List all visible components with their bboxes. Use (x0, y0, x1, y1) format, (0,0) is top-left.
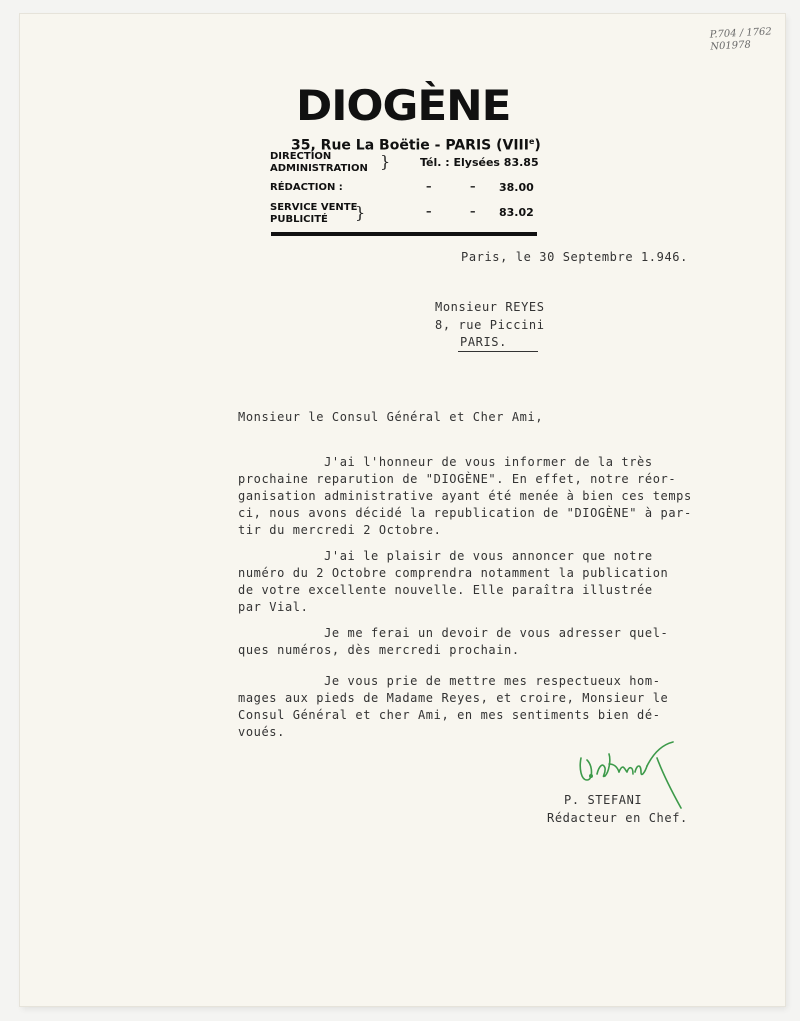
address-close: ) (534, 137, 541, 154)
archive-ref-line: P.704 / 1762 (709, 26, 773, 41)
body-line: voués. (238, 725, 285, 739)
body-line: Consul Général et cher Ami, en mes sentiments bien dé- (238, 708, 661, 722)
letterhead-dept-service (270, 202, 357, 226)
recipient-city: PARIS. (460, 335, 507, 349)
phone-redaction: 38.00 (499, 181, 534, 194)
brace-icon: } (380, 152, 391, 171)
recipient-name: Monsieur REYES (435, 300, 545, 314)
signatory-name: P. STEFANI (564, 793, 643, 807)
dept-label: DIRECTION (270, 151, 332, 162)
body-line: prochaine reparution de "DIOGÈNE". En effet, notre réor- (238, 472, 677, 486)
body-line: ques numéros, dès mercredi prochain. (238, 643, 520, 657)
body-line: ganisation administrative ayant été menée à bien ces temps (238, 489, 692, 503)
body-line: J'ai le plaisir de vous annoncer que notre (238, 549, 653, 563)
letterhead-logo: DIOGÈNE (296, 81, 511, 130)
letterhead-rule (271, 232, 537, 236)
dash: – (470, 205, 476, 218)
body-line: tir du mercredi 2 Octobre. (238, 523, 442, 537)
dept-label: RÉDACTION : (270, 182, 343, 193)
dept-label: PUBLICITÉ (270, 214, 328, 225)
address-superscript: e (528, 137, 535, 146)
dept-label: SERVICE VENTE (270, 202, 358, 213)
dept-label: ADMINISTRATION (270, 163, 368, 174)
body-line: J'ai l'honneur de vous informer de la très (238, 455, 653, 469)
city-underline (458, 351, 538, 352)
body-line: ci, nous avons décidé la republication de "DIOGÈNE" à par- (238, 506, 692, 520)
brace-icon: } (355, 203, 366, 222)
letterhead-dept-direction (270, 151, 368, 175)
dash: – (426, 180, 432, 193)
archive-ref-line: N01978 (710, 39, 752, 53)
recipient-street: 8, rue Piccini (435, 318, 545, 332)
salutation: Monsieur le Consul Général et Cher Ami, (238, 410, 544, 424)
body-line: mages aux pieds de Madame Reyes, et croire, Monsieur le (238, 691, 669, 705)
body-line: numéro du 2 Octobre comprendra notamment la publication (238, 566, 669, 580)
signatory-title: Rédacteur en Chef. (547, 811, 688, 825)
dash: – (426, 205, 432, 218)
body-line: Je vous prie de mettre mes respectueux hom- (238, 674, 661, 688)
date-line: Paris, le 30 Septembre 1.946. (461, 250, 688, 264)
address-text: 35, Rue La Boëtie - PARIS (VIII (291, 137, 529, 154)
dash: – (470, 180, 476, 193)
letter-page (20, 14, 785, 1006)
archive-reference (709, 26, 772, 53)
body-line: Je me ferai un devoir de vous adresser quel- (238, 626, 669, 640)
phone-direction: Tél. : Elysées 83.85 (420, 156, 539, 169)
letterhead-dept-redaction (270, 182, 343, 194)
body-line: par Vial. (238, 600, 309, 614)
body-line: de votre excellente nouvelle. Elle paraîtra illustrée (238, 583, 653, 597)
phone-service: 83.02 (499, 206, 534, 219)
